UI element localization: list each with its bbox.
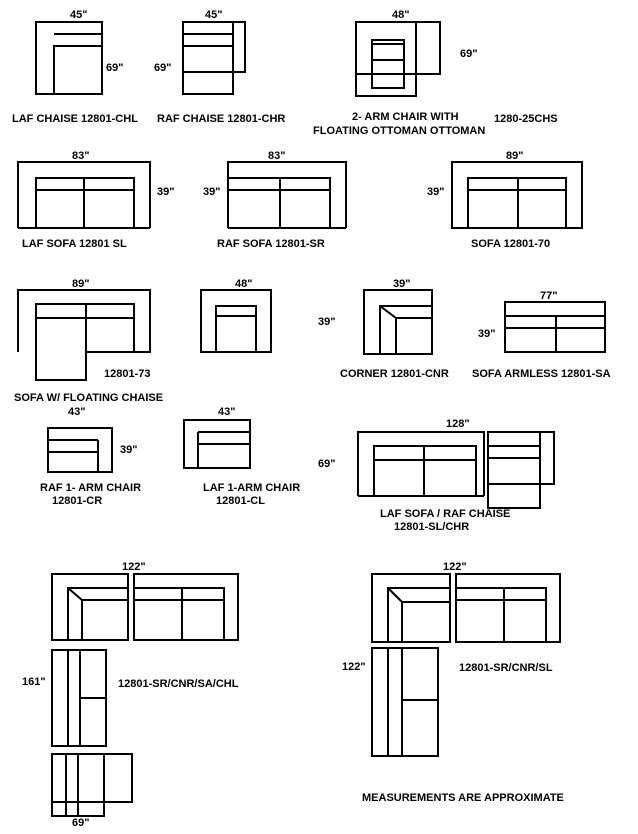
laf-one-arm-chair-width: 43" bbox=[218, 406, 236, 418]
raf-one-arm-chair-depth: 39" bbox=[120, 444, 138, 456]
arm-chair-ottoman-code: 1280-25CHS bbox=[494, 113, 558, 125]
corner-depth: 39" bbox=[318, 316, 336, 328]
sectional-sr-cnr-sa-chl-chaise-width: 69" bbox=[72, 817, 90, 829]
arm-chair-ottoman-label-line1: 2- ARM CHAIR WITH bbox=[352, 111, 459, 123]
sectional-sr-cnr-sa-chl-label: 12801-SR/CNR/SA/CHL bbox=[118, 678, 239, 690]
measurements-note: MEASUREMENTS ARE APPROXIMATE bbox=[362, 792, 564, 804]
laf-sofa-raf-chaise-label-line2: 12801-SL/CHR bbox=[394, 521, 470, 533]
laf-one-arm-chair-shape bbox=[184, 420, 250, 468]
laf-sofa-width: 83" bbox=[72, 150, 90, 162]
sectional-sr-cnr-sl-width: 122" bbox=[443, 561, 467, 573]
corner-shape bbox=[364, 290, 432, 354]
sofa-armless-shape bbox=[505, 302, 605, 352]
sectional-sr-cnr-sl-depth: 122" bbox=[342, 661, 366, 673]
sofa-floating-chaise-shape bbox=[18, 290, 150, 380]
raf-chaise-depth: 69" bbox=[154, 62, 172, 74]
sofa-floating-chaise-label: SOFA W/ FLOATING CHAISE bbox=[14, 392, 164, 404]
laf-sofa-raf-chaise-depth: 69" bbox=[318, 458, 336, 470]
arm-chair-48-width: 48" bbox=[235, 278, 253, 290]
laf-chaise-label: LAF CHAISE 12801-CHL bbox=[12, 113, 138, 125]
raf-one-arm-chair-label-line2: 12801-CR bbox=[52, 495, 103, 507]
arm-chair-48-shape bbox=[201, 290, 271, 352]
laf-sofa-raf-chaise-width: 128" bbox=[446, 418, 470, 430]
sectional-sr-cnr-sa-chl-depth: 161" bbox=[22, 676, 46, 688]
two-arm-chair-shape bbox=[356, 22, 440, 96]
sofa-70-depth: 39" bbox=[427, 186, 445, 198]
raf-one-arm-chair-label-line1: RAF 1- ARM CHAIR bbox=[40, 482, 142, 494]
laf-sofa-raf-chaise-label-line1: LAF SOFA / RAF CHAISE bbox=[380, 508, 511, 520]
raf-one-arm-chair-width: 43" bbox=[68, 406, 86, 418]
raf-chaise-shape bbox=[183, 22, 245, 94]
laf-sofa-depth: 39" bbox=[157, 186, 175, 198]
sofa-armless-depth: 39" bbox=[478, 328, 496, 340]
sofa-floating-chaise-width: 89" bbox=[72, 278, 90, 290]
laf-chaise-shape bbox=[36, 22, 102, 94]
sofa-armless-label: SOFA ARMLESS 12801-SA bbox=[472, 368, 611, 380]
raf-chaise-label: RAF CHAISE 12801-CHR bbox=[157, 113, 286, 125]
sectional-sr-cnr-sa-chl-shape bbox=[52, 574, 238, 816]
arm-chair-ottoman-width: 48" bbox=[392, 9, 410, 21]
laf-one-arm-chair-label-line2: 12801-CL bbox=[216, 495, 265, 507]
sofa-70-width: 89" bbox=[506, 150, 524, 162]
sectional-sr-cnr-sl-label: 12801-SR/CNR/SL bbox=[459, 662, 553, 674]
sofa-70-label: SOFA 12801-70 bbox=[471, 238, 551, 250]
laf-sofa-label: LAF SOFA 12801 SL bbox=[22, 238, 127, 250]
sectional-sr-cnr-sa-chl-width: 122" bbox=[122, 561, 146, 573]
laf-sofa-shape bbox=[18, 162, 150, 228]
raf-sofa-label: RAF SOFA 12801-SR bbox=[217, 238, 325, 250]
corner-label: CORNER 12801-CNR bbox=[340, 368, 449, 380]
arm-chair-ottoman-depth: 69" bbox=[460, 48, 478, 60]
sofa-70-shape bbox=[452, 162, 582, 228]
laf-chaise-width: 45" bbox=[70, 9, 88, 21]
corner-width: 39" bbox=[393, 278, 411, 290]
laf-chaise-depth: 69" bbox=[106, 62, 124, 74]
raf-chaise-width: 45" bbox=[205, 9, 223, 21]
laf-one-arm-chair-label-line1: LAF 1-ARM CHAIR bbox=[203, 482, 301, 494]
sofa-floating-chaise-code: 12801-73 bbox=[104, 368, 151, 380]
sofa-armless-width: 77" bbox=[540, 290, 558, 302]
laf-sofa-raf-chaise-shape bbox=[358, 432, 554, 508]
raf-sofa-depth: 39" bbox=[203, 186, 221, 198]
raf-sofa-shape bbox=[228, 162, 346, 228]
raf-one-arm-chair-shape bbox=[48, 428, 112, 472]
raf-sofa-width: 83" bbox=[268, 150, 286, 162]
arm-chair-ottoman-label-line2: FLOATING OTTOMAN OTTOMAN bbox=[313, 125, 486, 137]
